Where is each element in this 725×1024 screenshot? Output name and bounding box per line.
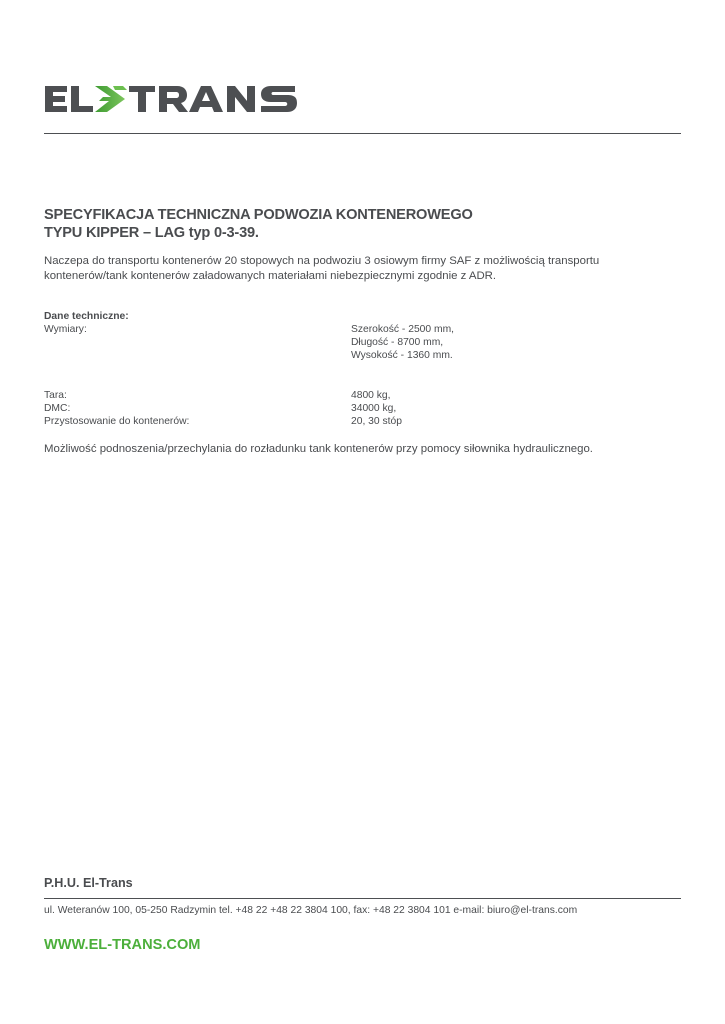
dimensions-label: Wymiary:: [44, 324, 87, 335]
tara-value: 4800 kg,: [351, 390, 391, 401]
height-value: Wysokość - 1360 mm.: [351, 350, 453, 361]
intro-line-2: kontenerów/tank kontenerów załadowanych materiałami niebezpiecznymi zgodnie z ADR.: [44, 270, 497, 282]
intro-line-1: Naczepa do transportu kontenerów 20 stopowych na podwoziu 3 osiowym firmy SAF z możliwością transportu: [44, 255, 600, 267]
dimensions-values: [351, 323, 454, 362]
title-line-2: TYPU KIPPER – LAG typ 0-3-39.: [44, 225, 259, 241]
company-name: P.H.U. El-Trans: [44, 876, 133, 890]
tech-data-heading: Dane techniczne:: [44, 311, 129, 322]
document-title: [44, 206, 684, 242]
containers-value: 20, 30 stóp: [351, 416, 402, 427]
tara-label: Tara:: [44, 390, 67, 401]
header-divider: [44, 133, 681, 134]
hydraulic-note: Możliwość podnoszenia/przechylania do rozładunku tank kontenerów przy pomocy siłownika hydraulicznego.: [44, 443, 593, 455]
website-link[interactable]: WWW.EL-TRANS.COM: [44, 937, 201, 953]
footer-divider: [44, 898, 681, 899]
dmc-value: 34000 kg,: [351, 403, 397, 414]
dmc-label: DMC:: [44, 403, 71, 414]
company-address: ul. Weteranów 100, 05-250 Radzymin tel. +48 22 +48 22 3804 100, fax: +48 22 3804 101 e-mail: biuro@el-trans.com: [44, 905, 578, 916]
el-trans-logo: [43, 82, 299, 116]
containers-label: Przystosowanie do kontenerów:: [44, 416, 190, 427]
intro-paragraph: [44, 254, 684, 284]
length-value: Długość - 8700 mm,: [351, 337, 444, 348]
title-line-1: SPECYFIKACJA TECHNICZNA PODWOZIA KONTENEROWEGO: [44, 207, 473, 223]
width-value: Szerokość - 2500 mm,: [351, 324, 455, 335]
